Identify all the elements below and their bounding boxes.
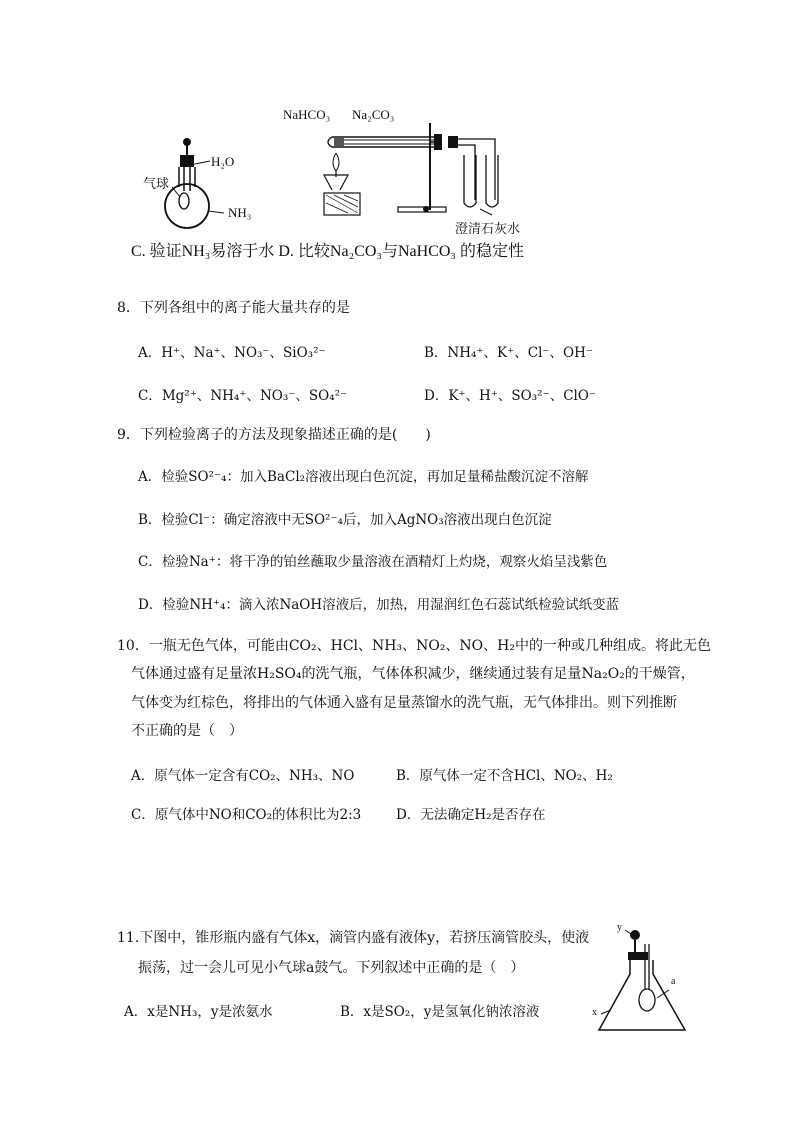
q8-option-d: D．K⁺、H⁺、SO₃²⁻、ClO⁻	[424, 388, 597, 404]
q10-option-c: C．原气体中NO和CO₂的体积比为2:3	[131, 807, 362, 823]
label-na2co3: Na₂CO₃	[352, 107, 395, 122]
conical-flask-figure	[585, 918, 695, 1038]
label-balloon: 气球	[143, 176, 170, 191]
q10-line-1: 10．一瓶无色气体，可能由CO₂、HCl、NH₃、NO₂、NO、H₂中的一种或几种组成。将此无色	[117, 638, 711, 654]
label-a: a	[671, 976, 676, 987]
q11-line-1: 11.下图中，锥形瓶内盛有气体x，滴管内盛有液体y，若挤压滴管胶头，使液	[117, 930, 590, 946]
q10-option-a: A．原气体一定含有CO₂、NH₃、NO	[131, 768, 355, 784]
q11-line-2: 振荡，过一会儿可见小气球a鼓气。下列叙述中正确的是（ ）	[138, 960, 525, 976]
figure-caption: C. 验证NH₃易溶于水 D. 比较Na₂CO₃与NaHCO₃ 的稳定性	[131, 243, 524, 260]
q10-line-2: 气体通过盛有足量浓H₂SO₄的洗气瓶，气体体积减少，继续通过装有足量Na₂O₂的干燥管，	[131, 666, 695, 682]
q10-option-d: D．无法确定H₂是否存在	[396, 807, 546, 823]
label-x: x	[592, 1007, 597, 1018]
q8-stem: 8．下列各组中的离子能大量共存的是	[117, 300, 350, 316]
label-limewater: 澄清石灰水	[455, 221, 521, 236]
label-h2o: H₂O	[211, 154, 235, 169]
label-y: y	[617, 922, 622, 933]
q8-option-a: A．H⁺、Na⁺、NO₃⁻、SiO₃²⁻	[138, 345, 326, 361]
q10-line-3: 气体变为红棕色，将排出的气体通入盛有足量蒸馏水的洗气瓶，无气体排出。则下列推断	[131, 695, 677, 711]
heating-stability-apparatus	[320, 115, 520, 225]
q8-option-c: C．Mg²⁺、NH₄⁺、NO₃⁻、SO₄²⁻	[138, 388, 348, 404]
label-nahco3: NaHCO₃	[283, 107, 331, 122]
q9-option-b: B．检验Cl⁻：确定溶液中无SO²⁻₄后，加入AgNO₃溶液出现白色沉淀	[138, 512, 552, 528]
q11-option-b: B．x是SO₂，y是氢氧化钠浓溶液	[340, 1004, 540, 1020]
q9-option-a: A．检验SO²⁻₄：加入BaCl₂溶液出现白色沉淀，再加足量稀盐酸沉淀不溶解	[138, 469, 589, 485]
q11-option-a: A．x是NH₃，y是浓氨水	[124, 1004, 273, 1020]
q9-option-c: C．检验Na⁺：将干净的铂丝蘸取少量溶液在酒精灯上灼烧，观察火焰呈浅紫色	[138, 554, 608, 570]
q9-stem: 9．下列检验离子的方法及现象描述正确的是( )	[117, 427, 431, 443]
q10-option-b: B．原气体一定不含HCl、NO₂、H₂	[396, 768, 613, 784]
q9-option-d: D．检验NH⁺₄：滴入浓NaOH溶液后，加热，用湿润红色石蕊试纸检验试纸变蓝	[138, 597, 620, 613]
q10-line-4: 不正确的是（ ）	[131, 723, 243, 739]
label-nh3: NH₃	[228, 205, 252, 220]
q8-option-b: B．NH₄⁺、K⁺、Cl⁻、OH⁻	[424, 345, 593, 361]
